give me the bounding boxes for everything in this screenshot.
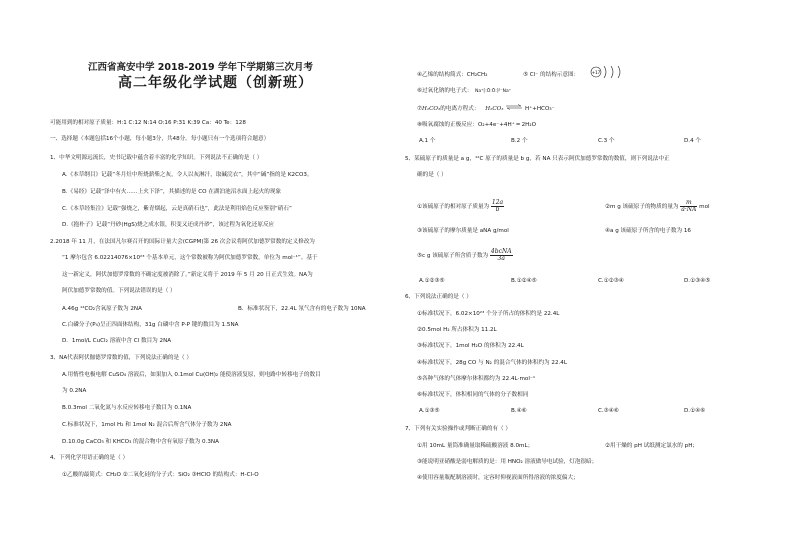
q2-option-c: C.白磷分子(P₄)呈正四面体结构，31g 白磷中含 P-P 键的数目为 1.5NA [62, 322, 239, 328]
item-7-equation-rhs: H⁺+HCO₃⁻ [525, 106, 555, 112]
q7-stem: 7、下列有关实验操作或判断正确的有（ ） [405, 426, 512, 432]
item-7-number: ⑦ [417, 106, 423, 112]
q5-item-1-fraction [491, 200, 504, 213]
section-heading: 一、选择题（本题包括16个小题，每小题3分，共48分。每小题只有一个选项符合题意） [50, 136, 270, 142]
chloride-structure-diagram [589, 64, 631, 80]
q5-item-2 [605, 200, 710, 213]
q5-option-a: A.①②③⑤ [419, 278, 445, 284]
q4-item-8: ⑧吸氧腐蚀的正极反应：O₂+4e⁻+4H⁺ ═ 2H₂O [417, 122, 536, 128]
sodium-peroxide-electron-formula: Na⁺[:Ö:Ö:]²⁻Na⁺ [475, 89, 512, 94]
q5-option-c: C.①②③④ [598, 278, 624, 284]
q5-item-2-numerator: m [680, 200, 697, 207]
q6-item-6: ⑥标准状况下，体积相同的气体的分子数相同 [417, 392, 529, 398]
q5-stem-2: 确的是（ ） [417, 172, 447, 178]
q6-option-a: A.①③⑤ [419, 408, 440, 414]
q7-item-3: ③能说明亚硝酸是弱电解质的是：用 HNO₂ 溶液做导电试验，灯泡很暗； [417, 459, 598, 465]
q1-option-d: D.《抱朴子》记载“丹砂(HgS)烧之成水银，积变又还成丹砂”，该过程为氧化还原反应 [62, 222, 275, 228]
q3-option-b: B.0.3mol 二氧化氮与水反应转移电子数目为 0.1NA [62, 405, 192, 411]
q2-option-a: A.46g ¹⁴CO₂含氧原子数为 2NA [62, 306, 142, 312]
q4-stem: 4、下列化学用语正确的是（ ） [50, 455, 129, 461]
q3-option-a-2: 为 0.2NA [62, 388, 87, 394]
q6-option-b: B.④⑥ [511, 408, 527, 414]
q5-item-2-unit: mol [699, 204, 710, 210]
q5-item-4: ④a g 该硫原子所含的电子数为 16 [605, 228, 691, 234]
q7-item-2: ②用干燥的 pH 试纸测定氯水的 pH； [605, 443, 698, 449]
q6-item-2: ②0.5mol H₂ 所占体积为 11.2L [417, 327, 497, 333]
q5-item-1-denominator: b [495, 206, 500, 213]
q2-stem-1: 2.2018 年 11 月，在法国凡尔赛召开的国际计量大会(CGPM)第 26 次会议将阿伏加德罗常数的定义修改为 [50, 239, 315, 245]
q2-stem-4: 阿伏加德罗常数的值。下列说法错误的是（ ） [62, 288, 176, 294]
q5-option-d: D.①③④⑤ [684, 278, 711, 284]
q5-item-1-text: ①该硫原子的相对原子质量为 [417, 204, 490, 210]
q5-item-5-numerator: 4bcNA [490, 248, 512, 255]
q4-item-4: ④乙烯的结构简式：CH₂CH₂ [417, 72, 488, 78]
q4-item-5: ⑤ Cl⁻ 的结构示意图： [523, 72, 580, 78]
q2-stem-2: “1 摩尔包含 6.02214076×10²³ 个基本单元，这个常数被称为阿伏加德罗常数，单位为 mol⁻¹”。基于 [62, 255, 318, 261]
q3-option-a-1: A.用惰性电极电解 CuSO₄ 溶液后，如果加入 0.1mol Cu(OH)₂ 能使溶液复原，则电路中转移电子的数目 [62, 372, 321, 378]
item-7-equation-lhs: H₂CO₃ [485, 106, 504, 112]
q6-item-3: ③标准状况下，1mol H₂O 的体积为 22.4L [417, 343, 524, 349]
q4-option-c: C.3 个 [598, 138, 615, 144]
q3-option-d: D.10.0g CaCO₃ 和 KHCO₃ 的混合物中含有氧原子数为 0.3NA [62, 439, 219, 445]
shell-3 [618, 66, 620, 78]
shell-1 [604, 66, 606, 78]
q6-item-4: ④标准状况下，28g CO 与 N₂ 的混合气体的体积约为 22.4L [417, 360, 567, 366]
q2-option-d: D．1mol/L CuCl₂ 溶液中含 Cl 数目为 2NA [62, 338, 172, 344]
q5-item-2-denominator: a·NA [681, 206, 697, 213]
q3-option-c: C.标准状况下，1mol H₂ 和 1mol N₂ 混合后所含气体分子数为 2NA [62, 422, 232, 428]
q5-item-5-text: ⑤c g 该硫原子所含质子数为 [417, 253, 489, 259]
item-7-formula: H₂CO₃ [422, 106, 441, 112]
q5-item-5-fraction [490, 249, 513, 262]
q4-items-1-3: ①乙酸的最简式：CH₂O ②二氧化硅的分子式：SiO₂ ③HClO 的结构式：H-Cl-O [62, 472, 259, 478]
item-7-text: 的电离方程式： [440, 106, 480, 112]
q4-option-d: D.4 个 [684, 138, 702, 144]
q5-item-3: ③该硫原子的摩尔质量是 aNA g/mol [417, 228, 509, 234]
q5-item-2-text: ②m g 该硫原子的物质的量为 [605, 204, 679, 210]
q2-option-b: B．标准状况下，22.4L 氖气含有的电子数为 10NA [238, 306, 366, 312]
q5-item-1 [417, 200, 504, 213]
q6-option-c: C.③④⑥ [598, 408, 619, 414]
q6-stem: 6、下列说法正确的是（ ） [405, 294, 472, 300]
q1-option-b: B.《易经》记载“泽中有火……上火下泽”，其描述的是 CO 在湖泊池沼水面上起火的现象 [62, 189, 282, 195]
nucleus-charge: +17 [591, 70, 601, 75]
q4-option-a: A.1 个 [419, 138, 436, 144]
q5-item-1-numerator: 12a [491, 199, 504, 206]
q2-stem-3: 这一新定义，阿伏加德罗常数的不确定度被消除了。”新定义将于 2019 年 5 月 20 日正式生效。NA为 [62, 272, 313, 278]
q5-item-5-denominator: 3a [497, 255, 505, 262]
q1-option-c: C.《本草经集注》记载“强烧之，紫青烟起，云是真硝石也”，此法是利用焰色反应鉴别“硝石” [62, 206, 292, 212]
q4-option-b: B.2 个 [511, 138, 528, 144]
exam-title: 江西省高安中学 2018-2019 学年下学期第三次月考 [88, 62, 313, 73]
q4-item-6: ⑥过氧化钠的电子式： [417, 88, 473, 94]
q5-item-2-fraction [680, 200, 697, 213]
forward-arrow [506, 105, 521, 107]
q1-option-a: A.《本草纲目》记载“冬月灶中所烧薪柴之灰，令人以灰淋汁，取碱浣衣”，其中“碱”指的是 K2CO3。 [62, 172, 313, 178]
shell-2 [611, 66, 613, 78]
atomic-mass-note: 可能用到的相对原子质量：H:1 C:12 N:14 O:16 P:31 K:39 Ca：40 Te：128 [50, 120, 246, 126]
q5-stem-1: 5、某硫原子的质量是 a g，¹²C 原子的质量是 b g，若 NA 只表示阿伏加德罗常数的数值，则下列说法中正 [405, 156, 670, 162]
q6-item-1: ①标准状况下，6.02×10²³ 个分子所占的体积约是 22.4L [417, 311, 560, 317]
q7-item-1: ①用 10mL 量筒准确量取稀硫酸溶液 8.0mL； [417, 443, 534, 449]
q7-item-4: ④使用容量瓶配制溶液时，定容时仰视液面所得溶液的浓度偏大； [417, 475, 579, 481]
q5-item-5 [417, 249, 513, 262]
q6-option-d: D.①④⑥ [684, 408, 706, 414]
exam-subtitle: 高二年级化学试题（创新班） [118, 75, 313, 91]
reversible-arrow-icon [505, 104, 523, 110]
q4-item-7 [417, 104, 555, 113]
reverse-arrow [507, 108, 522, 110]
q5-option-b: B.①②④⑤ [511, 278, 537, 284]
q1-stem: 1、中华文明源远流长，史书记载中蕴含着丰富的化学知识。下列说法不正确的是（ ） [50, 155, 263, 161]
q6-item-5: ⑤各种气体的气体摩尔体积都约为 22.4L·mol⁻¹ [417, 376, 536, 382]
equilibrium-arrow [505, 104, 523, 113]
q3-stem: 3、NA代表阿伏伽德罗常数的值，下列说法正确的是（ ） [50, 355, 193, 361]
